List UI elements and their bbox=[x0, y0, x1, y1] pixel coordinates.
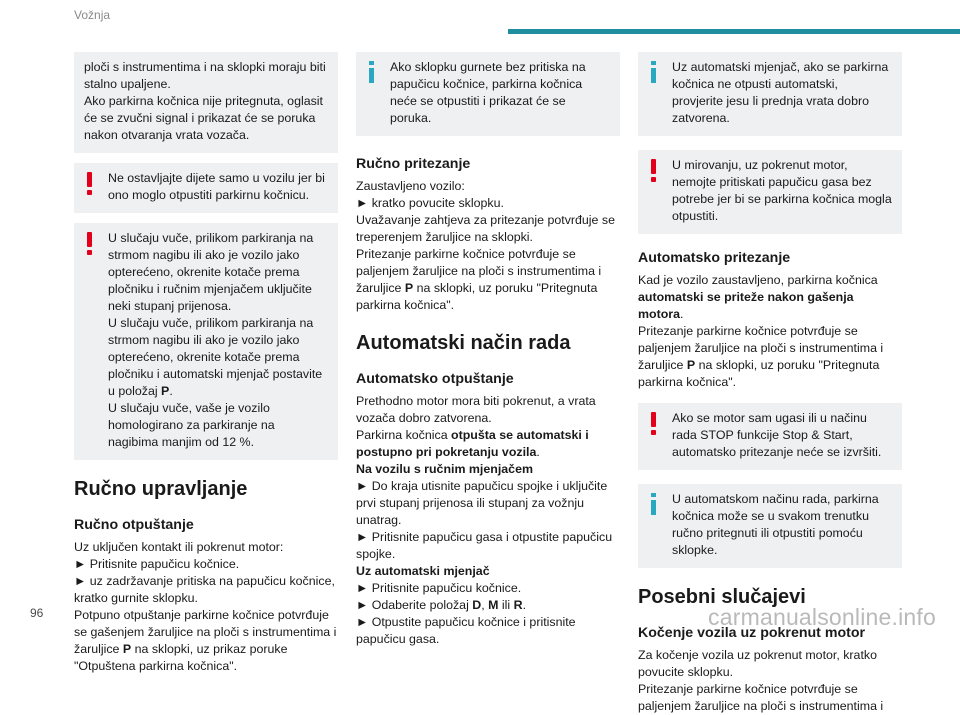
body-text: Kad je vozilo zaustavljeno, parkirna kočnica automatski se priteže nakon gašenja motora. Pritezanje parkirne kočnice potvrđuje se paljenjem žaruljice na ploči s instrumentima i žaruljice P na sklopki, uz poruku "Pritegnuta parkirna kočnica". bbox=[638, 273, 884, 389]
warning-box bbox=[74, 223, 338, 460]
body-text: Prethodno motor mora biti pokrenut, a vrata vozača dobro zatvorena. Parkirna kočnica otpušta se automatski i postupno pri pokretanju vozila. Na vozilu s ručnim mjenjačem ► Do kraja utisnite papučicu spojke i uključite prvi stupanj prijenosa ili stupanj za vožnju unatrag. ► Pritisnite papučicu gasa i otpustite papučicu spojke. Uz automatski mjenjač ► Pritisnite papučicu kočnice. ► Odaberite položaj D, M ili R. ► Otpustite papučicu kočnice i pritisnite papučicu gasa. bbox=[356, 394, 613, 646]
info-text: Uz automatski mjenjač, ako se parkirna kočnica ne otpusti automatski, provjerite jesu li prednja vrata dobro zatvorena. bbox=[672, 60, 889, 125]
info-icon bbox=[369, 61, 374, 83]
subsection-heading: Kočenje vozila uz pokrenut motor bbox=[638, 625, 866, 641]
page-number: 96 bbox=[30, 606, 44, 620]
header-accent-bar bbox=[508, 29, 960, 34]
warning-text: Ako se motor sam ugasi ili u načinu rada STOP funkcije Stop & Start, automatsko pritezanje neće se izvršiti. bbox=[672, 411, 882, 459]
note-box-continued bbox=[74, 52, 338, 153]
warning-text: U slučaju vuče, prilikom parkiranja na strmom nagibu ili ako je vozilo jako opterećeno, okrenite kotače prema pločniku i automatski mjenjač postavite u položaj P. bbox=[108, 316, 323, 398]
subsection-heading: Automatsko otpuštanje bbox=[356, 371, 514, 387]
info-text: Ako sklopku gurnete bez pritiska na papučicu kočnice, parkirna kočnica neće se otpustiti i prikazat će se poruka. bbox=[390, 60, 586, 125]
note-text: ploči s instrumentima i na sklopki moraju biti stalno upaljene. bbox=[84, 60, 326, 91]
info-icon bbox=[651, 61, 656, 83]
column-2 bbox=[356, 52, 620, 648]
section-heading: Ručno upravljanje bbox=[74, 478, 248, 500]
info-text: U automatskom načinu rada, parkirna kočnica može se u svakom trenutku ručno pritegnuti ili otpustiti pomoću sklopke. bbox=[672, 492, 879, 557]
warning-box bbox=[74, 163, 338, 213]
subsection-heading: Automatsko pritezanje bbox=[638, 250, 791, 266]
info-icon bbox=[651, 493, 656, 515]
warning-icon bbox=[651, 159, 656, 182]
subsection-heading: Ručno otpuštanje bbox=[74, 517, 194, 533]
body-text: Uz uključen kontakt ili pokrenut motor: ► Pritisnite papučicu kočnice. ► uz zadržavanje pritiska na papučicu kočnice, kratko gurnite sklopku. Potpuno otpuštanje parkirne kočnice potvrđuje se gašenjem žaruljice na ploči s instrumentima i žaruljice P na sklopki, uz prikaz poruke "Otpuštena parkirna kočnica". bbox=[74, 540, 337, 673]
body-text: Za kočenje vozila uz pokrenut motor, kratko povucite sklopku. Pritezanje parkirne kočnice potvrđuje se paljenjem žaruljice na ploči s instrumentima i bbox=[638, 648, 884, 713]
section-heading: Automatski način rada bbox=[356, 332, 571, 354]
warning-icon bbox=[87, 232, 92, 255]
note-text: Ako parkirna kočnica nije pritegnuta, oglasit će se zvučni signal i prikazat će se poruka nakon otvaranja vrata vozača. bbox=[84, 94, 323, 142]
info-box bbox=[638, 484, 902, 568]
info-box bbox=[356, 52, 620, 136]
section-heading: Posebni slučajevi bbox=[638, 586, 806, 608]
watermark: carmanualsonline.info bbox=[708, 604, 936, 630]
column-1 bbox=[74, 52, 338, 675]
warning-text: Ne ostavljajte dijete samo u vozilu jer bi ono moglo otpustiti parkirnu kočnicu. bbox=[108, 171, 325, 202]
warning-text: U slučaju vuče, prilikom parkiranja na strmom nagibu ili ako je vozilo jako opterećeno, okrenite kotače prema pločniku i ručnim mjenjačem uključite neki stupanj prijenosa. bbox=[108, 231, 314, 313]
warning-text: U mirovanju, uz pokrenut motor, nemojte pritiskati papučicu gasa bez potrebe jer bi se parkirna kočnica mogla otpustiti. bbox=[672, 158, 892, 223]
section-title: Vožnja bbox=[74, 8, 111, 22]
warning-text: U slučaju vuče, vaše je vozilo homologirano za parkiranje na nagibima manjim od 12 %. bbox=[108, 401, 275, 449]
warning-icon bbox=[87, 172, 92, 195]
body-text: Zaustavljeno vozilo: ► kratko povucite sklopku. Uvažavanje zahtjeva za pritezanje potvrđuje se treperenjem žaruljice na sklopki. Pritezanje parkirne kočnice potvrđuje se paljenjem žaruljice na ploči s instrumentima i žaruljice P na sklopki, uz poruku "Pritegnuta parkirna kočnica". bbox=[356, 179, 615, 312]
warning-box bbox=[638, 403, 902, 470]
warning-icon bbox=[651, 412, 656, 435]
warning-box bbox=[638, 150, 902, 234]
info-box bbox=[638, 52, 902, 136]
subsection-heading: Ručno pritezanje bbox=[356, 156, 471, 172]
